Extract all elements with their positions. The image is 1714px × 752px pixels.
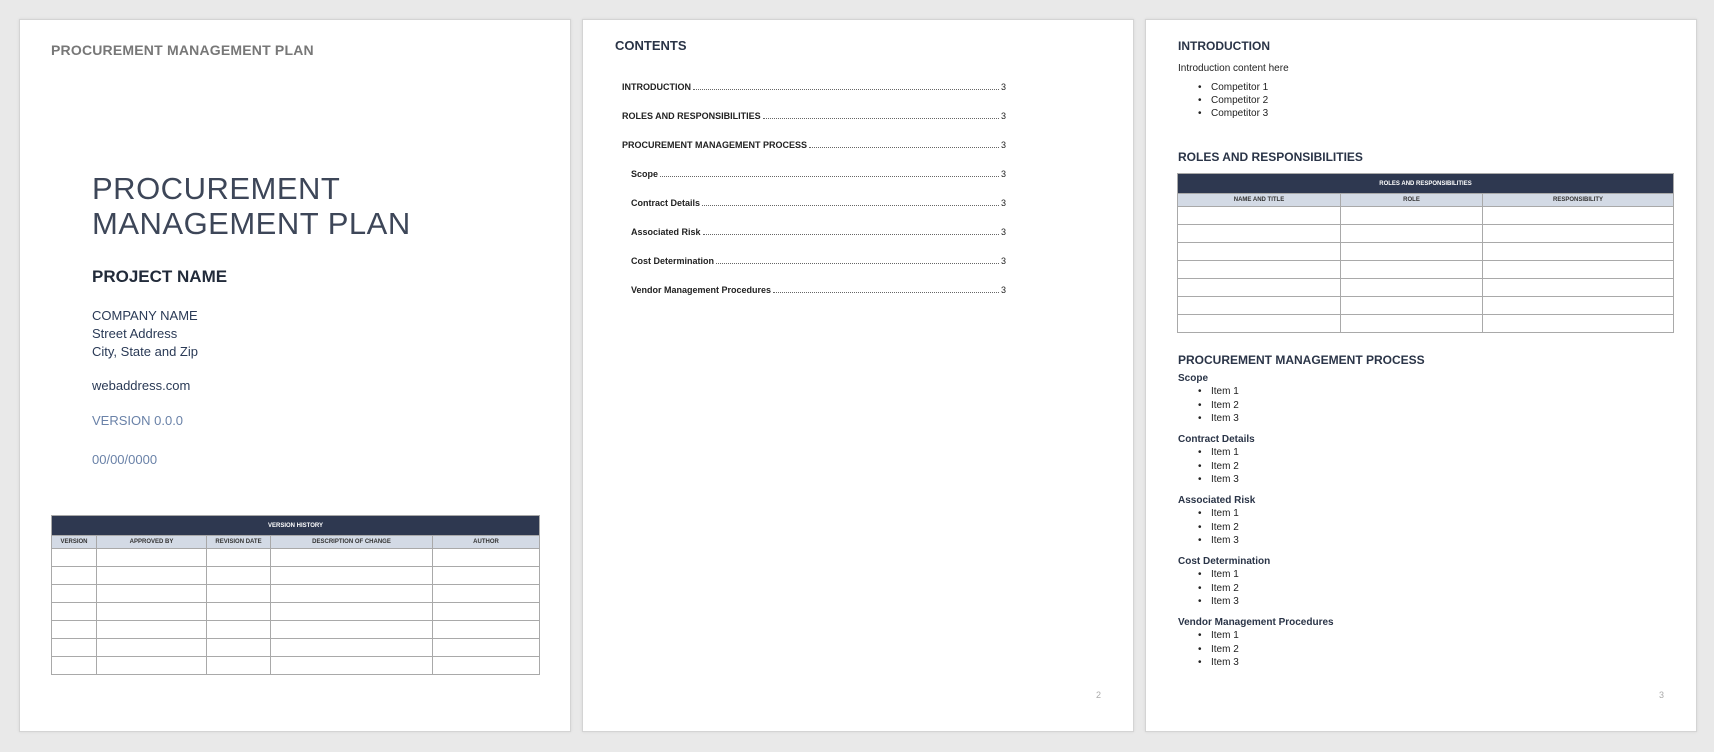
section-item: • Item 3 <box>1211 535 1239 546</box>
table-cell[interactable] <box>97 621 207 639</box>
competitor-item: • Competitor 2 <box>1211 95 1268 106</box>
toc-leader <box>693 89 999 90</box>
table-cell[interactable] <box>52 567 97 585</box>
table-cell[interactable] <box>271 603 433 621</box>
table-row <box>52 657 540 675</box>
roles-table-title: ROLES AND RESPONSIBILITIES <box>1178 174 1674 194</box>
version-history-title: VERSION HISTORY <box>52 516 540 536</box>
table-row <box>1178 261 1674 279</box>
table-cell[interactable] <box>52 585 97 603</box>
contents-heading: CONTENTS <box>615 38 687 53</box>
section-title: Associated Risk <box>1178 495 1256 506</box>
section-item: • Item 1 <box>1211 630 1239 641</box>
page-header: PROCUREMENT MANAGEMENT PLAN <box>51 42 314 58</box>
table-cell[interactable] <box>271 549 433 567</box>
toc-page-number: 3 <box>1000 82 1006 92</box>
process-heading: PROCUREMENT MANAGEMENT PROCESS <box>1178 353 1425 367</box>
table-cell[interactable] <box>207 657 271 675</box>
table-cell[interactable] <box>433 603 540 621</box>
section-item: • Item 3 <box>1211 413 1239 424</box>
roles-heading: ROLES AND RESPONSIBILITIES <box>1178 150 1363 164</box>
section-title: Cost Determination <box>1178 556 1271 567</box>
table-cell[interactable] <box>433 567 540 585</box>
toc-label: INTRODUCTION <box>622 82 691 92</box>
toc-leader <box>660 176 999 177</box>
introduction-text: Introduction content here <box>1178 63 1289 74</box>
toc-label: Vendor Management Procedures <box>631 285 772 295</box>
table-cell[interactable] <box>1483 315 1674 333</box>
column-header: ROLE <box>1341 194 1483 207</box>
section-title: Vendor Management Procedures <box>1178 617 1334 628</box>
column-header: AUTHOR <box>433 536 540 549</box>
table-cell[interactable] <box>1178 279 1341 297</box>
table-cell[interactable] <box>1341 279 1483 297</box>
table-cell[interactable] <box>97 603 207 621</box>
table-cell[interactable] <box>97 639 207 657</box>
section-item: • Item 2 <box>1211 583 1239 594</box>
version-history-table <box>51 515 540 675</box>
toc-page-number: 3 <box>1000 140 1006 150</box>
title-line-2: MANAGEMENT PLAN <box>92 206 411 241</box>
page-number: 2 <box>1096 690 1102 700</box>
toc-leader <box>703 234 999 235</box>
table-cell[interactable] <box>1483 261 1674 279</box>
section-item: • Item 2 <box>1211 461 1239 472</box>
table-cell[interactable] <box>433 549 540 567</box>
table-cell[interactable] <box>207 621 271 639</box>
table-row <box>1178 315 1674 333</box>
table-row <box>52 567 540 585</box>
table-row <box>52 621 540 639</box>
table-row <box>1178 207 1674 225</box>
table-cell[interactable] <box>97 657 207 675</box>
section-item: • Item 3 <box>1211 474 1239 485</box>
toc-label: Associated Risk <box>631 227 701 237</box>
section-title: Contract Details <box>1178 434 1255 445</box>
section-item: • Item 1 <box>1211 508 1239 519</box>
table-cell[interactable] <box>1178 297 1341 315</box>
toc-entry[interactable] <box>631 198 1006 208</box>
table-cell[interactable] <box>52 621 97 639</box>
roles-responsibilities-table <box>1177 173 1674 333</box>
toc-page-number: 3 <box>1000 111 1006 121</box>
table-cell[interactable] <box>1483 225 1674 243</box>
toc-page-number: 3 <box>1000 169 1006 179</box>
table-row <box>1178 279 1674 297</box>
section-item: • Item 1 <box>1211 447 1239 458</box>
table-cell[interactable] <box>207 585 271 603</box>
table-cell[interactable] <box>433 585 540 603</box>
table-cell[interactable] <box>433 657 540 675</box>
street-address: Street Address <box>92 326 178 341</box>
column-header: NAME AND TITLE <box>1178 194 1341 207</box>
column-header: REVISION DATE <box>207 536 271 549</box>
section-item: • Item 2 <box>1211 644 1239 655</box>
section-item: • Item 2 <box>1211 400 1239 411</box>
table-cell[interactable] <box>1341 243 1483 261</box>
table-cell[interactable] <box>271 639 433 657</box>
version-number: VERSION 0.0.0 <box>92 413 184 428</box>
document-date: 00/00/0000 <box>92 452 158 467</box>
toc-label: Cost Determination <box>631 256 715 266</box>
competitor-item: • Competitor 3 <box>1211 108 1268 119</box>
table-row <box>1178 243 1674 261</box>
toc-label: ROLES AND RESPONSIBILITIES <box>622 111 761 121</box>
table-cell[interactable] <box>207 567 271 585</box>
table-cell[interactable] <box>271 657 433 675</box>
table-cell[interactable] <box>52 549 97 567</box>
toc-leader <box>773 292 999 293</box>
cover-page <box>19 19 571 732</box>
table-cell[interactable] <box>1178 315 1341 333</box>
table-cell[interactable] <box>1341 261 1483 279</box>
toc-entry[interactable] <box>622 111 1006 121</box>
table-cell[interactable] <box>52 639 97 657</box>
contents-page <box>582 19 1134 732</box>
table-row <box>1178 297 1674 315</box>
table-cell[interactable] <box>207 603 271 621</box>
competitor-item: • Competitor 1 <box>1211 82 1268 93</box>
toc-label: Scope <box>631 169 659 179</box>
city-state-zip: City, State and Zip <box>92 344 198 359</box>
toc-leader <box>809 147 999 148</box>
content-page <box>1145 19 1697 732</box>
introduction-heading: INTRODUCTION <box>1178 39 1270 53</box>
section-item: • Item 1 <box>1211 569 1239 580</box>
table-row <box>1178 225 1674 243</box>
table-row <box>52 585 540 603</box>
table-cell[interactable] <box>207 639 271 657</box>
toc-entry[interactable] <box>631 227 1006 237</box>
table-cell[interactable] <box>1341 315 1483 333</box>
table-cell[interactable] <box>271 585 433 603</box>
toc-leader <box>763 118 999 119</box>
toc-entry[interactable] <box>631 285 1006 295</box>
table-cell[interactable] <box>1483 279 1674 297</box>
toc-label: Contract Details <box>631 198 701 208</box>
table-cell[interactable] <box>271 621 433 639</box>
column-header: VERSION <box>52 536 97 549</box>
section-item: • Item 3 <box>1211 657 1239 668</box>
column-header: DESCRIPTION OF CHANGE <box>271 536 433 549</box>
table-row <box>52 549 540 567</box>
toc-entry[interactable] <box>622 140 1006 150</box>
web-address: webaddress.com <box>92 378 191 393</box>
toc-entry[interactable] <box>622 82 1006 92</box>
table-cell[interactable] <box>1178 261 1341 279</box>
title-line-1: PROCUREMENT <box>92 171 341 206</box>
toc-entry[interactable] <box>631 169 1006 179</box>
table-cell[interactable] <box>1483 207 1674 225</box>
table-cell[interactable] <box>52 603 97 621</box>
table-row <box>52 603 540 621</box>
table-cell[interactable] <box>97 549 207 567</box>
toc-page-number: 3 <box>1000 285 1006 295</box>
toc-leader <box>716 263 999 264</box>
table-cell[interactable] <box>1178 225 1341 243</box>
toc-page-number: 3 <box>1000 198 1006 208</box>
table-cell[interactable] <box>1483 297 1674 315</box>
toc-label: PROCUREMENT MANAGEMENT PROCESS <box>622 140 808 150</box>
table-cell[interactable] <box>1483 243 1674 261</box>
table-cell[interactable] <box>207 549 271 567</box>
table-cell[interactable] <box>271 567 433 585</box>
table-cell[interactable] <box>97 585 207 603</box>
column-header: RESPONSIBILITY <box>1483 194 1674 207</box>
toc-leader <box>702 205 999 206</box>
company-name: COMPANY NAME <box>92 308 198 323</box>
toc-page-number: 3 <box>1000 227 1006 237</box>
table-cell[interactable] <box>52 657 97 675</box>
toc-page-number: 3 <box>1000 256 1006 266</box>
page-number: 3 <box>1659 690 1665 700</box>
table-cell[interactable] <box>433 639 540 657</box>
table-cell[interactable] <box>433 621 540 639</box>
toc-entry[interactable] <box>631 256 1006 266</box>
table-cell[interactable] <box>97 567 207 585</box>
table-cell[interactable] <box>1341 297 1483 315</box>
table-cell[interactable] <box>1341 225 1483 243</box>
table-cell[interactable] <box>1178 207 1341 225</box>
table-row <box>52 639 540 657</box>
column-header: APPROVED BY <box>97 536 207 549</box>
section-item: • Item 1 <box>1211 386 1239 397</box>
table-cell[interactable] <box>1178 243 1341 261</box>
project-name: PROJECT NAME <box>92 267 228 286</box>
section-item: • Item 2 <box>1211 522 1239 533</box>
table-cell[interactable] <box>1341 207 1483 225</box>
section-title: Scope <box>1178 373 1209 384</box>
section-item: • Item 3 <box>1211 596 1239 607</box>
